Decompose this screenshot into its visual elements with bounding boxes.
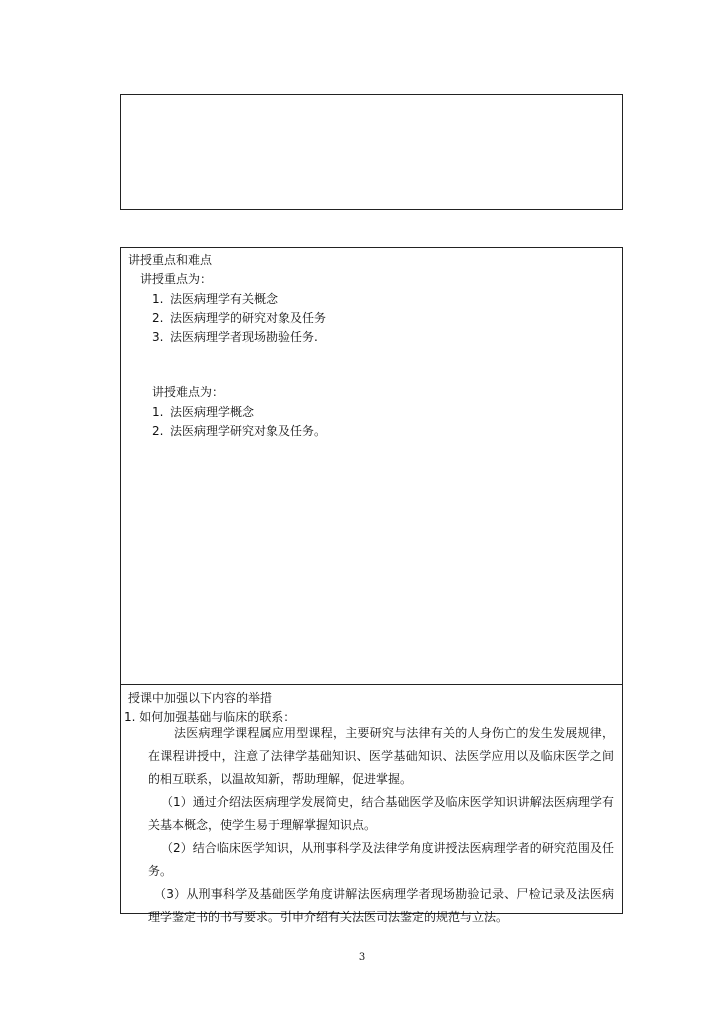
measures-paragraph: 法医病理学课程属应用型课程，主要研究与法律有关的人身伤亡的发生发展规律，在课程讲授中，注意了法律学基础知识、医学基础知识、法医学应用以及临床医学之间的相互联系，以温故知新，帮助理解，促进掌握。 bbox=[148, 726, 614, 786]
measures-heading: 授课中加强以下内容的举措 bbox=[128, 691, 273, 705]
page-number: 3 bbox=[358, 952, 366, 963]
difficult-points-label: 讲授难点为： bbox=[152, 385, 225, 399]
item-text: 法医病理学者现场勘验任务. bbox=[170, 330, 318, 344]
item-text: 法医病理学研究对象及任务。 bbox=[170, 424, 327, 438]
item-number: 2. bbox=[152, 311, 164, 325]
item-number: 1. bbox=[152, 405, 164, 419]
measures-paragraph: （2）结合临床医学知识，从刑事科学及法律学角度讲授法医病理学者的研究范围及任务。 bbox=[148, 841, 614, 878]
lesson-table bbox=[120, 247, 623, 924]
key-point-item bbox=[152, 310, 326, 326]
measures-paragraph: （1）通过介绍法医病理学发展简史，结合基础医学及临床医学知识讲解法医病理学有关基本概念，使学生易于理解掌握知识点。 bbox=[148, 795, 614, 832]
focus-heading: 讲授重点和难点 bbox=[128, 253, 213, 267]
key-point-item bbox=[152, 329, 318, 345]
measures-item-title: 1. 如何加强基础与临床的联系： bbox=[124, 710, 296, 724]
item-text: 法医病理学的研究对象及任务 bbox=[170, 311, 327, 325]
item-text: 法医病理学有关概念 bbox=[170, 292, 279, 306]
item-number: 2. bbox=[152, 424, 164, 438]
key-points-label: 讲授重点为： bbox=[140, 272, 213, 286]
item-number: 3. bbox=[152, 330, 164, 344]
item-text: 法医病理学概念 bbox=[170, 405, 255, 419]
item-number: 1. bbox=[152, 292, 164, 306]
measures-paragraph: （3）从刑事科学及基础医学角度讲解法医病理学者现场勘验记录、尸检记录及法医病理学鉴定书的书写要求。引申介绍有关法医司法鉴定的规范与立法。 bbox=[148, 887, 614, 924]
key-point-item bbox=[152, 291, 278, 307]
difficult-point-item bbox=[152, 404, 254, 420]
row-divider bbox=[121, 684, 622, 685]
empty-table-cell bbox=[120, 94, 623, 210]
difficult-point-item bbox=[152, 423, 326, 439]
